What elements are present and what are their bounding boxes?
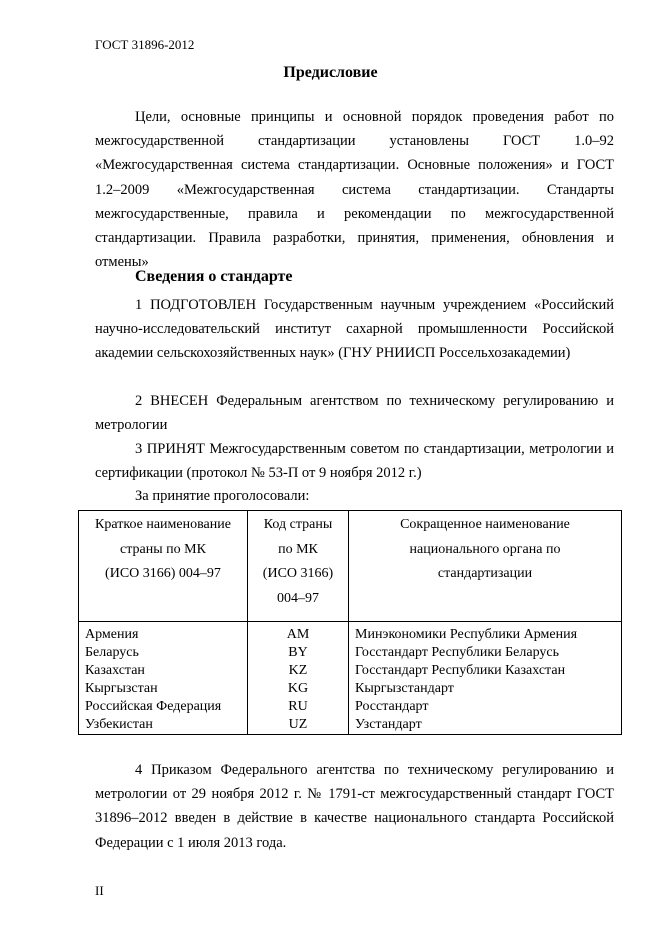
cell-body: Росстандарт bbox=[349, 698, 622, 716]
cell-country: Кыргызстан bbox=[79, 680, 248, 698]
intro-paragraph: Цели, основные принципы и основной порядок проведения работ по межгосударственной стандартизации установлены ГОСТ 1.0–92 «Межгосударственная система стандартизации. Основные положения» и ГОСТ 1.2–2009 «Межгосударственная система стандартизации. Стандарты межгосударственные, правила и рекомендации по межгосударственной стандартизации. Правила разработки, принятия, применения, обновления и отмены» bbox=[95, 109, 614, 271]
item-2-paragraph: 2 ВНЕСЕН Федеральным агентством по техническому регулированию и метрологии bbox=[95, 393, 614, 434]
header-country: Краткое наименование страны по МК (ИСО 3166) 004–97 bbox=[79, 511, 248, 622]
subheading: Сведения о стандарте bbox=[135, 268, 293, 285]
cell-body: Минэкономики Республики Армения bbox=[349, 622, 622, 645]
document-header: ГОСТ 31896-2012 bbox=[95, 37, 195, 52]
cell-body: Кыргызстандарт bbox=[349, 680, 622, 698]
table-row bbox=[79, 698, 622, 716]
cell-code: BY bbox=[248, 644, 349, 662]
member-states-table bbox=[78, 510, 622, 735]
cell-code: RU bbox=[248, 698, 349, 716]
item-4-paragraph: 4 Приказом Федерального агентства по техническому регулированию и метрологии от 29 ноября 2012 г. № 1791-ст межгосударственный стандарт ГОСТ 31896–2012 введен в действие в качестве национального стандарта Российской Федерации с 1 июля 2013 года. bbox=[95, 762, 614, 851]
cell-code: UZ bbox=[248, 716, 349, 735]
table-row bbox=[79, 716, 622, 735]
header-code: Код страны по МК (ИСО 3166) 004–97 bbox=[248, 511, 349, 622]
cell-country: Российская Федерация bbox=[79, 698, 248, 716]
page-number: II bbox=[95, 883, 104, 898]
cell-body: Узстандарт bbox=[349, 716, 622, 735]
cell-country: Армения bbox=[79, 622, 248, 645]
cell-code: AM bbox=[248, 622, 349, 645]
cell-country: Беларусь bbox=[79, 644, 248, 662]
cell-body: Госстандарт Республики Беларусь bbox=[349, 644, 622, 662]
cell-country: Казахстан bbox=[79, 662, 248, 680]
cell-country: Узбекистан bbox=[79, 716, 248, 735]
item-1-paragraph: 1 ПОДГОТОВЛЕН Государственным научным учреждением «Российский научно-исследовательский институт сахарной промышленности Российской академии сельскохозяйственных наук» (ГНУ РНИИСП Россельхозакадемии) bbox=[95, 297, 614, 362]
cell-body: Госстандарт Республики Казахстан bbox=[349, 662, 622, 680]
section-title: Предисловие bbox=[283, 64, 378, 81]
table-row bbox=[79, 622, 622, 645]
item-3-paragraph: 3 ПРИНЯТ Межгосударственным советом по стандартизации, метрологии и сертификации (протокол № 53-П от 9 ноября 2012 г.) bbox=[95, 441, 614, 482]
vote-label: За принятие проголосовали: bbox=[135, 488, 310, 504]
table-row bbox=[79, 644, 622, 662]
header-body: Сокращенное наименование национального органа по стандартизации bbox=[349, 511, 622, 622]
cell-code: KZ bbox=[248, 662, 349, 680]
cell-code: KG bbox=[248, 680, 349, 698]
table-row bbox=[79, 680, 622, 698]
table-header-row bbox=[79, 511, 622, 622]
table-row bbox=[79, 662, 622, 680]
